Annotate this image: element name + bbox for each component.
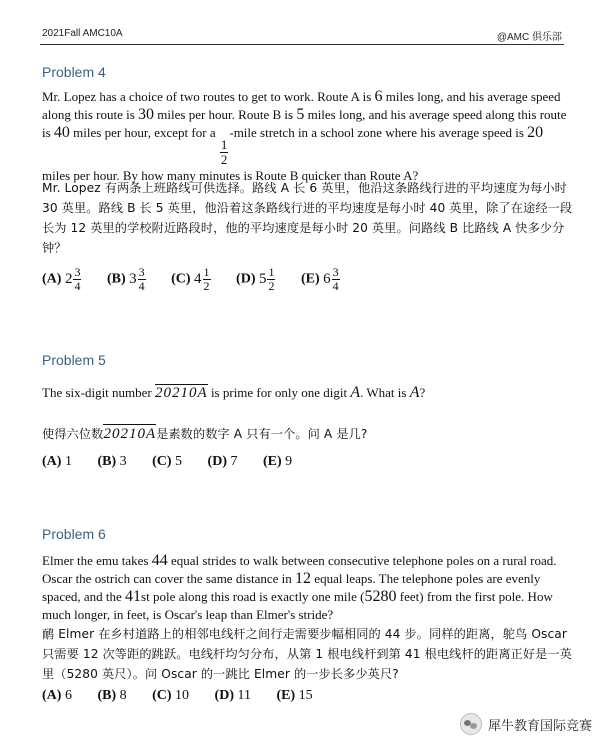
p6-choice-b-label: (B) <box>97 688 117 703</box>
p6-text-3: equal leaps. The telephone poles are evenly spaced, and the <box>42 571 541 604</box>
p5-choice-a-label: (A) <box>42 454 62 469</box>
p4-choice-d-whole: 5 <box>258 271 267 287</box>
problem-4-title: Problem 4 <box>42 64 106 80</box>
p6-choice-e[interactable] <box>276 688 312 704</box>
p6-num-41: 41 <box>125 588 142 605</box>
header-divider <box>40 44 564 45</box>
p4-half-fraction <box>220 138 229 167</box>
p5-choice-d[interactable] <box>208 454 238 470</box>
p5-choice-a-value: 1 <box>64 454 72 469</box>
p4-choice-b-label: (B) <box>106 271 126 287</box>
p4-choice-e-frac <box>332 266 340 293</box>
p5-number <box>155 384 208 402</box>
p4-choice-e-num: 3 <box>332 265 339 279</box>
p4-choice-c-label: (C) <box>171 271 191 287</box>
p4-choice-a-frac <box>73 266 81 293</box>
p5-choice-e-label: (E) <box>262 454 282 469</box>
p6-choice-c-label: (C) <box>152 688 172 703</box>
p4-choice-d-num: 1 <box>268 265 275 279</box>
p4-choice-e-whole: 6 <box>323 271 331 287</box>
problem-5-english <box>42 384 574 402</box>
p6-choice-a-value: 6 <box>64 688 72 703</box>
p6-num-5280: 5280 <box>364 588 397 605</box>
p5-number-overline <box>155 384 208 385</box>
p5-number-text: 20210A <box>155 385 208 401</box>
p4-choice-b-whole: 3 <box>129 271 137 287</box>
header-right: @AMC 俱乐部 <box>496 32 562 43</box>
p6-choice-a[interactable] <box>42 688 72 704</box>
p4-num-20: 20 <box>527 124 544 141</box>
p5-var-a: A <box>350 384 361 401</box>
p6-text-4: st pole along this road is exactly one mile ( <box>141 589 365 604</box>
p4-half-num: 1 <box>220 137 228 152</box>
watermark <box>460 713 592 735</box>
p4-choice-c[interactable] <box>171 266 210 293</box>
p4-text-7: miles per hour. By how many minutes is Route B quicker than Route A? <box>42 168 419 183</box>
p4-choice-a-whole: 2 <box>64 271 73 287</box>
p5-text-2: is prime for only one digit <box>207 385 351 400</box>
p5-cn-number-overline <box>103 424 156 425</box>
p4-text-5: miles per hour, except for a <box>69 125 219 140</box>
p4-text-3: miles per hour. Route B is <box>154 107 297 122</box>
problem-6-english <box>42 552 574 624</box>
p5-cn-1: 使得六位数 <box>42 427 104 441</box>
problem-5-title: Problem 5 <box>42 352 106 368</box>
p6-choice-b[interactable] <box>97 688 126 704</box>
p4-choice-a-label: (A) <box>42 271 62 287</box>
p4-choice-e-label: (E) <box>300 271 320 287</box>
p6-choice-e-value: 15 <box>298 688 313 703</box>
p4-choice-c-den: 2 <box>203 279 210 293</box>
p4-choice-c-num: 1 <box>203 265 210 279</box>
header-left: 2021Fall AMC10A <box>42 28 123 39</box>
watermark-text: 犀牛教育国际竞赛 <box>487 718 592 734</box>
p4-choice-d-den: 2 <box>268 279 275 293</box>
p4-num-6: 6 <box>374 88 383 105</box>
p4-choice-a-num: 3 <box>74 265 81 279</box>
p5-var-a-2: A <box>409 384 420 401</box>
p4-choice-b[interactable] <box>107 266 146 293</box>
p4-text-6: -mile stretch in a school zone where his average speed is <box>229 125 528 140</box>
problem-6-title: Problem 6 <box>42 526 106 542</box>
p5-choice-b-value: 3 <box>119 454 127 469</box>
p4-num-40: 40 <box>53 124 70 141</box>
p6-text-2: equal strides to walk between consecutive telephone poles on a rural road. Oscar the ostrich can cover the same distance in <box>42 553 557 586</box>
wechat-icon <box>460 713 482 735</box>
problem-6-choices <box>42 688 335 704</box>
p6-num-44: 44 <box>151 552 168 569</box>
p6-choice-a-label: (A) <box>42 688 62 703</box>
p5-choice-e-value: 9 <box>285 454 293 469</box>
p4-choice-c-frac <box>203 266 211 293</box>
p5-cn-number <box>103 424 156 444</box>
p6-text-5: feet) from the first pole. How much longer, in feet, is Oscar's leap than Elmer's stride? <box>42 589 553 622</box>
p4-choice-d[interactable] <box>236 266 275 293</box>
p4-num-5: 5 <box>296 106 305 123</box>
p4-choice-e-den: 4 <box>332 279 339 293</box>
p4-choice-d-frac <box>267 266 275 293</box>
p6-choice-b-value: 8 <box>119 688 127 703</box>
p4-choice-b-frac <box>138 266 146 293</box>
p6-choice-c[interactable] <box>152 688 189 704</box>
problem-4-choices <box>42 266 362 293</box>
p6-choice-d-label: (D) <box>214 688 234 703</box>
p5-choice-c-label: (C) <box>152 454 172 469</box>
problem-5-choices <box>42 454 314 470</box>
p5-choice-d-label: (D) <box>207 454 227 469</box>
p6-choice-d[interactable] <box>215 688 251 704</box>
p5-text-1: The six-digit number <box>42 385 156 400</box>
p4-text-4: miles long, and his average speed along this route is <box>42 107 567 140</box>
p5-choice-b[interactable] <box>97 454 126 470</box>
p4-text-2: miles long, and his average speed along this route is <box>42 89 561 122</box>
p6-choice-d-value: 11 <box>237 688 251 703</box>
p6-choice-c-value: 10 <box>175 688 190 703</box>
p5-choice-c[interactable] <box>152 454 182 470</box>
p5-cn-2: 是素数的数字 A 只有一个。问 A 是几? <box>156 427 368 441</box>
p5-choice-e[interactable] <box>263 454 292 470</box>
p4-choice-b-den: 4 <box>138 279 145 293</box>
p4-num-30: 30 <box>138 106 155 123</box>
p4-choice-a[interactable] <box>42 266 81 293</box>
p4-choice-d-label: (D) <box>236 271 256 287</box>
problem-4-chinese: Mr. Lopez 有两条上班路线可供选择。路线 A 长 6 英里，他沿这条路线行进的平均速度为每小时 30 英里。路线 B 长 5 英里，他沿着这条路线行进的平均速度是每小时 40 英里，除了在途经一段长为 12 英里的学校附近路段时，他的平均速度是每小时 20 英里。问路线 B 比路线 A 快多少分钟？ <box>42 181 573 255</box>
p4-choice-c-whole: 4 <box>194 271 202 287</box>
p4-choice-e[interactable] <box>301 266 340 293</box>
p5-choice-d-value: 7 <box>230 454 238 469</box>
problem-6-chinese: 鸸 Elmer 在乡村道路上的相邻电线杆之间行走需要步幅相同的 44 步。同样的距离，鸵鸟 Oscar 只需要 12 次等距的跳跃。电线杆均匀分布，从第 1 根电线杆到第 41 根电线杆的距离正好是一英里（5280 英尺）。问 Oscar 的一跳比 Elmer 的一步长多少英尺? <box>42 627 573 681</box>
p4-half-den: 2 <box>220 152 228 167</box>
p5-choice-c-value: 5 <box>175 454 183 469</box>
p6-choice-e-label: (E) <box>276 688 296 703</box>
p6-num-12: 12 <box>295 570 312 587</box>
p5-choice-b-label: (B) <box>97 454 117 469</box>
p5-choice-a[interactable] <box>42 454 72 470</box>
p5-cn-number-text: 20210A <box>103 426 157 442</box>
p4-choice-b-num: 3 <box>138 265 145 279</box>
p6-text-1: Elmer the emu takes <box>42 553 152 568</box>
p5-text-4: ? <box>419 385 426 400</box>
problem-5-chinese <box>42 424 574 444</box>
p5-text-3: . What is <box>360 385 410 400</box>
p4-choice-a-den: 4 <box>74 279 81 293</box>
problem-4-english <box>42 88 574 185</box>
p4-text-1: Mr. Lopez has a choice of two routes to get to work. Route A is <box>42 89 375 104</box>
